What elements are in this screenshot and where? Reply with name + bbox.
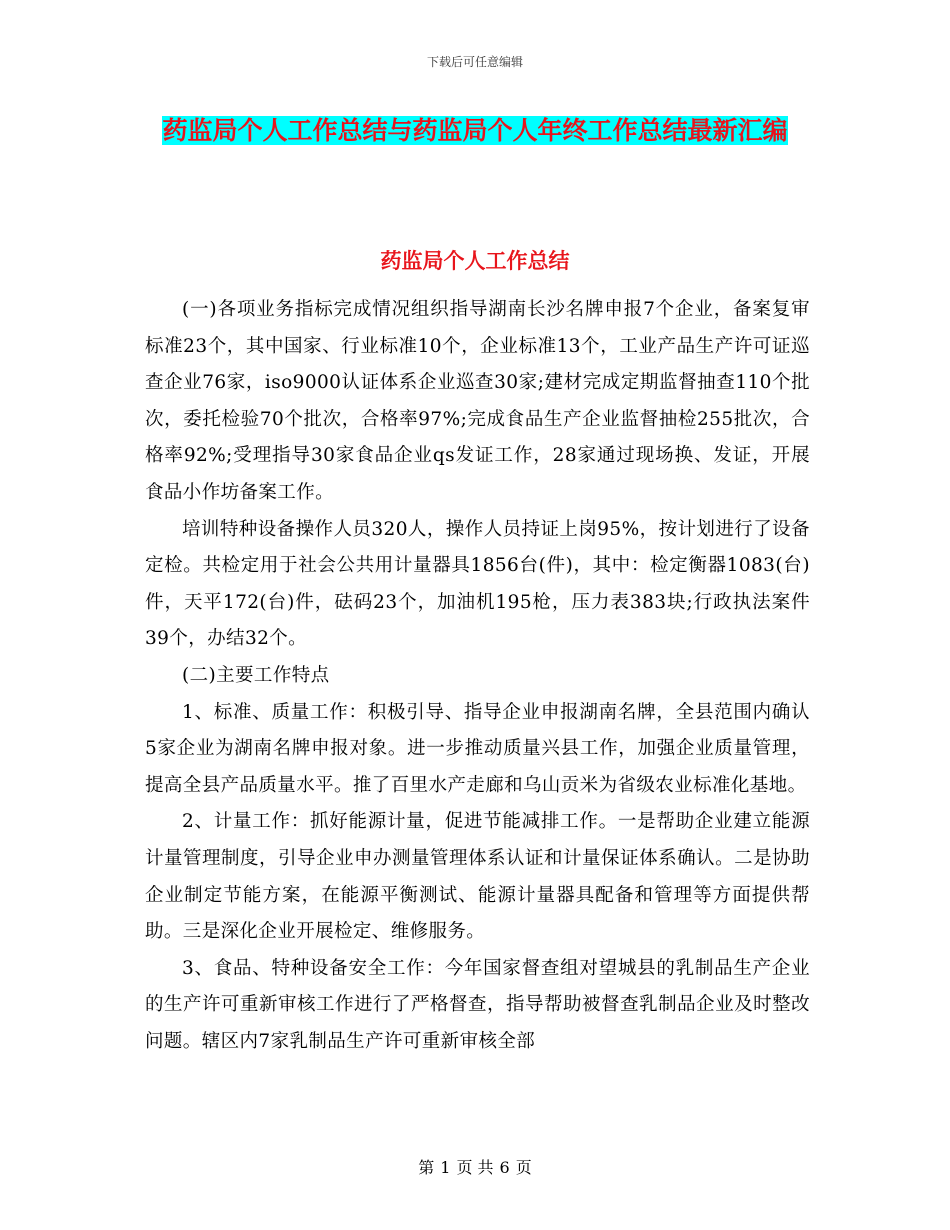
document-title — [140, 108, 810, 154]
header-note: 下载后可任意编辑 — [426, 55, 523, 69]
paragraph-1: (一)各项业务指标完成情况组织指导湖南长沙名牌申报7个企业，备案复审标准23个，其中国家、行业标准10个，企业标准13个，工业产品生产许可证巡查企业76家，iso9000认证体系企业巡查30家;建材完成定期监督抽查110个批次，委托检验70个批次，合格率97%;完成食品生产企业监督抽检255批次，合格率92%;受理指导30家食品企业qs发证工作，28家通过现场换、发证，开展食品小作坊备案工作。 — [145, 299, 810, 503]
paragraph-2: 培训特种设备操作人员320人，操作人员持证上岗95%，按计划进行了设备定检。共检定用于社会公共用计量器具1856台(件)，其中：检定衡器1083(台)件，天平172(台)件，砝码23个，加油机195枪，压力表383块;行政执法案件39个，办结32个。 — [145, 518, 810, 650]
footer-total-pages: 6 — [499, 1158, 510, 1177]
footer-suffix: 页 — [515, 1158, 532, 1177]
paragraph-3: (二)主要工作特点 — [182, 664, 330, 686]
paragraph-4: 1、标准、质量工作：积极引导、指导企业申报湖南名牌，全县范围内确认5家企业为湖南名牌申报对象。进一步推动质量兴县工作，加强企业质量管理，提高全县产品质量水平。推了百里水产走廊和乌山贡米为省级农业标准化基地。 — [145, 701, 810, 796]
footer-current-page: 1 — [440, 1158, 451, 1177]
footer-prefix: 第 — [418, 1158, 435, 1177]
document-body — [145, 292, 810, 1060]
paragraph-5: 2、计量工作：抓好能源计量，促进节能减排工作。一是帮助企业建立能源计量管理制度，引导企业申办测量管理体系认证和计量保证体系确认。二是协助企业制定节能方案，在能源平衡测试、能源计量器具配备和管理等方面提供帮助。三是深化企业开展检定、维修服务。 — [145, 811, 810, 943]
section-title: 药监局个人工作总结 — [380, 249, 570, 273]
page-footer — [0, 1155, 950, 1178]
paragraph-6: 3、食品、特种设备安全工作：今年国家督查组对望城县的乳制品生产企业的生产许可重新审核工作进行了严格督查，指导帮助被督查乳制品企业及时整改问题。辖区内7家乳制品生产许可重新审核全部 — [145, 957, 810, 1052]
footer-middle: 页 共 — [456, 1158, 494, 1177]
document-title-text: 药监局个人工作总结与药监局个人年终工作总结最新汇编 — [162, 116, 788, 145]
